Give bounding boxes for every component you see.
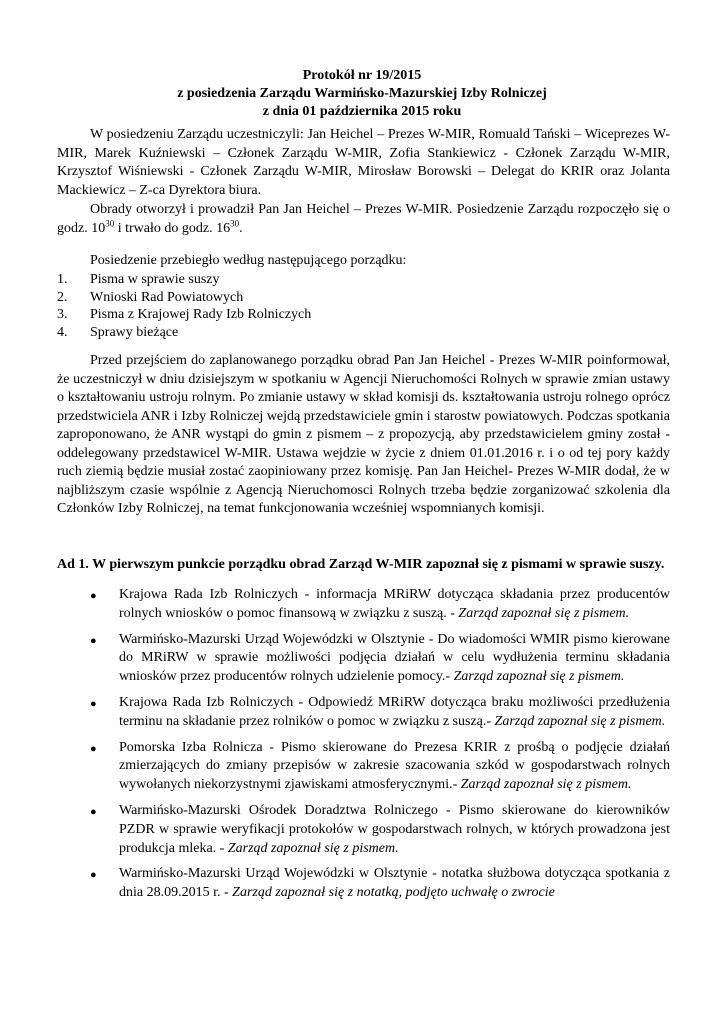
letter-action: Zarząd zapoznał się z pismem. (453, 669, 625, 685)
start-minutes: 30 (105, 217, 115, 228)
title-line-1: Protokół nr 19/2015 (302, 68, 422, 83)
letter-action: Zarząd zapoznał się z notatką, podjęto uchwałę o zwrocie (232, 885, 555, 901)
letter-item (57, 586, 670, 624)
letter-action: Zarząd zapoznał się z pismem. (458, 605, 630, 621)
ad1-letters-list (57, 586, 670, 910)
letter-body (119, 586, 670, 624)
bullet-icon: ● (90, 869, 97, 882)
opening-paragraph (57, 201, 670, 238)
letter-body (119, 694, 670, 732)
participants-paragraph: W posiedzeniu Zarządu uczestniczyli: Jan Heichel – Prezes W-MIR, Romuald Tański – Wiceprezes W-MIR, Marek Kuźniewski – Członek Zarządu W-MIR, Zofia Stankiewicz - Członek Zarządu W-MIR, Krzysztof Wiśniewski - Członek Zarządu W-MIR, Mirosław Borowski – Delegat do KRIR oraz Jolanta Mackiewicz – Z-ca Dyrektora biura. (57, 127, 670, 198)
bullet-icon: ● (90, 805, 97, 818)
agenda-list (57, 271, 657, 341)
agenda-item (57, 271, 657, 289)
letter-item (57, 739, 670, 795)
letter-action: Zarząd zapoznał się z pismem. (460, 777, 632, 793)
agenda-item-number: 4. (57, 324, 68, 340)
letter-item (57, 802, 670, 858)
agenda-item-label: Sprawy bieżące (90, 324, 179, 340)
letter-text: Warmińsko-Mazurski Urząd Wojewódzki w Olsztynie - Do wiadomości WMIR pismo kierowane do MRiRW w sprawie możliwości podjęcia działań w celu wydłużenia terminu składania wniosków przez producentów rolnych udzielenie pomocy.- (119, 631, 670, 685)
ad1-heading: Ad 1. W pierwszym punkcie porządku obrad Zarząd W-MIR zapoznał się z pismami w sprawie suszy. (57, 557, 665, 572)
pre-agenda-paragraph: Przed przejściem do zaplanowanego porządku obrad Pan Jan Heichel - Prezes W-MIR poinformował, że uczestniczył w dniu dzisiejszym w spotkaniu w Agencji Nieruchomości Rolnych w sprawie zmian ustawy o kształtowaniu ustroju rolnym. Po zmianie ustawy w skład komisji ds. kształtowania ustroju rolnego oprócz przedstwiciela ANR i Izby Rolniczej wejdą przedstawiciele gmin i starostw powiatowych. Podczas spotkania zaproponowano, że ANR wystąpi do gmin z pismem – z propozycją, aby przedstawicielem gminy został -oddelegowany przedstawicel W-MIR. Ustawa wejdzie w życie z dniem 01.01.2016 r. i o od tej pory każdy ruch ziemią będzie musiał zostać zaopiniowany przez komisję. Pan Jan Heichel- Prezes W-MIR dodał, że w najbliższym czasie wspólnie z Agencją Nieruchomosci Rolnych trzeba będzie zorganizować szkolenia dla Członków Izby Rolniczej, na temat funkcjonowania wcześniej wspomnianych komisji. (57, 353, 670, 516)
agenda-item (57, 306, 657, 324)
opening-text: Obrady otworzył i prowadził Pan Jan Heichel – Prezes W-MIR. Posiedzenie Zarządu rozpoczęło się o godz. 10 (57, 202, 670, 236)
letter-source: Krajowa Rada Izb Rolniczych - (119, 587, 317, 602)
letter-body (119, 631, 670, 687)
letter-text: Pomorska Izba Rolnicza - Pismo skierowane do Prezesa KRIR z prośbą o podjęcie działań zmierzających do zmiany przepisów w zakresie szacowania szkód w gospodarstwach rolnych wywołanych niekorzystnymi zjawiskami atmosferycznymi.- (119, 739, 670, 793)
agenda-intro: Posiedzenie przebiegło według następującego porządku: (90, 253, 407, 268)
agenda-item-label: Pisma z Krajowej Rady Izb Rolniczych (90, 307, 312, 322)
bullet-icon: ● (90, 634, 97, 647)
agenda-item (57, 289, 657, 307)
letter-text: Warmińsko-Mazurski Urząd Wojewódzki w Olsztynie - notatka służbowa dotycząca spotkania z dnia 28.09.2015 r. - (119, 866, 670, 901)
letter-body (119, 865, 670, 903)
title-line-2: z posiedzenia Zarządu Warmińsko-Mazurskiej Izby Rolniczej (177, 86, 547, 101)
agenda-item-number: 3. (57, 307, 68, 322)
letter-body (119, 802, 670, 858)
opening-mid: i trwało do godz. 16 (114, 220, 231, 236)
letter-text: Krajowa Rada Izb Rolniczych - Odpowiedź MRiRW dotycząca braku możliwości przedłużenia terminu na składanie przez rolników o pomoc w związku z suszą.- (119, 694, 670, 729)
letter-item (57, 694, 670, 732)
letter-body (119, 739, 670, 795)
agenda-item-number: 2. (57, 289, 68, 305)
agenda-item (57, 324, 657, 342)
agenda-item-label: Wnioski Rad Powiatowych (90, 289, 244, 305)
title-line-3: z dnia 01 października 2015 roku (262, 104, 462, 119)
bullet-icon: ● (90, 697, 97, 710)
end-minutes: 30 (230, 217, 240, 228)
letter-item (57, 865, 670, 903)
letter-text: Warmińsko-Mazurski Ośrodek Doradztwa Rolniczego - Pismo skierowane do kierowników PZDR w sprawie weryfikacji protokołów w gospodarstwach rolnych, w których prowadzona jest produkcja mleka. - (119, 802, 670, 856)
document-title (0, 67, 724, 121)
letter-action: Zarząd zapoznał się z pismem. (494, 713, 666, 729)
letter-item (57, 631, 670, 687)
letter-text: informacja MRiRW dotycząca składania przez producentów rolnych wniosków o pomoc finansową w związku z suszą. - (119, 587, 671, 621)
opening-end: . (239, 220, 243, 236)
letter-action: Zarząd zapoznał się z pismem. (227, 840, 399, 856)
bullet-icon: ● (90, 590, 97, 602)
bullet-icon: ● (90, 742, 97, 755)
agenda-item-label: Pisma w sprawie suszy (90, 272, 220, 287)
agenda-item-number: 1. (57, 272, 68, 287)
